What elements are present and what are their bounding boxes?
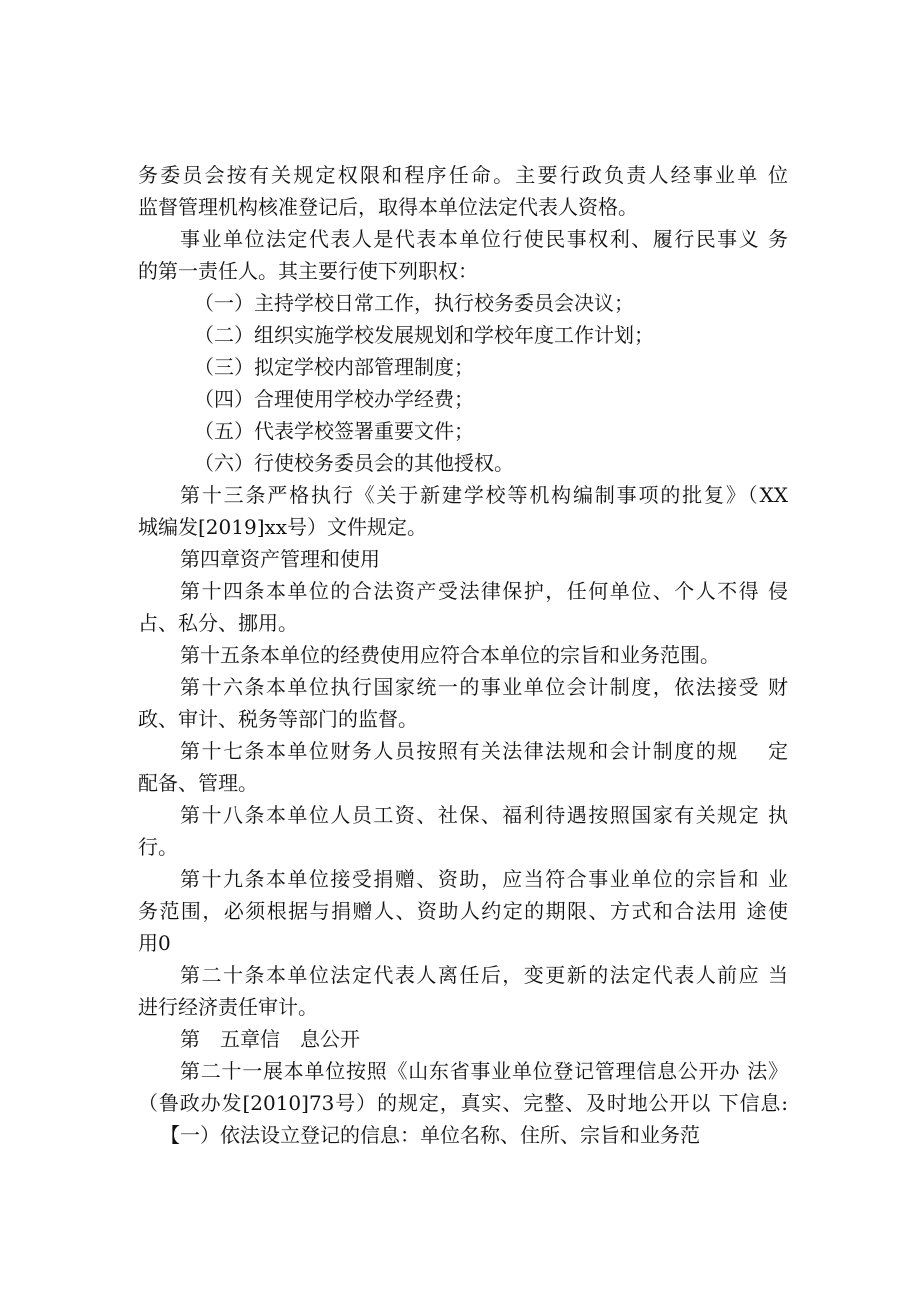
text-line: 第十三条严格执行《关于新建学校等机构编制事项的批复》（XX <box>180 483 788 507</box>
text-line: 进行经济责任审计。 <box>138 995 318 1019</box>
text-line: 事业单位法定代表人是代表本单位行使民事权利、履行民事义 务 <box>180 227 788 251</box>
text-line: 第十四条本单位的合法资产受法律保护，任何单位、个人不得 侵 <box>180 579 788 603</box>
list-item: （五）代表学校签署重要文件； <box>194 419 474 443</box>
text-line: 占、私分、挪用。 <box>138 611 298 635</box>
list-item: （六）行使校务委员会的其他授权。 <box>194 451 514 475</box>
text-line: 第十七条本单位财务人员按照有关法律法规和会计制度的规 定 <box>180 739 788 763</box>
text-line: 第二十条本单位法定代表人离任后，变更新的法定代表人前应 当 <box>180 963 788 987</box>
text-line: 城编发[2019]xx号）文件规定。 <box>138 515 428 539</box>
text-line: 第十六条本单位执行国家统一的事业单位会计制度，依法接受 财 <box>180 675 788 699</box>
text-line: 第十五条本单位的经费使用应符合本单位的宗旨和业务范围。 <box>180 643 720 667</box>
text-line: 第十八条本单位人员工资、社保、福利待遇按照国家有关规定 执 <box>180 803 788 827</box>
list-item: （三）拟定学校内部管理制度； <box>194 355 474 379</box>
chapter-heading: 第四章资产管理和使用 <box>180 547 380 571</box>
text-line: 用0 <box>138 931 171 955</box>
text-line: 务委员会按有关规定权限和程序任命。主要行政负责人经事业单 位 <box>138 163 788 187</box>
list-item: （四）合理使用学校办学经费； <box>194 387 474 411</box>
text-line: 监督管理机构核准登记后，取得本单位法定代表人资格。 <box>138 195 638 219</box>
text-line: 第十九条本单位接受捐赠、资助，应当符合事业单位的宗旨和 业 <box>180 867 788 891</box>
text-line: （鲁政办发[2010]73号）的规定，真实、完整、及时地公开以 下信息: <box>138 1091 788 1115</box>
list-item: （一）主持学校日常工作，执行校务委员会决议； <box>194 291 634 315</box>
text-line: 政、审计、税务等部门的监督。 <box>138 707 418 731</box>
text-line: 第二十一展本单位按照《山东省事业单位登记管理信息公开办 法》 <box>180 1059 788 1083</box>
text-line: 行。 <box>138 835 178 859</box>
chapter-heading: 第 五章信 息公开 <box>180 1027 360 1051</box>
list-item: 【一）依法设立登记的信息：单位名称、住所、宗旨和业务范 <box>160 1123 700 1147</box>
list-item: （二）组织实施学校发展规划和学校年度工作计划； <box>194 323 654 347</box>
text-line: 的第一责任人。其主要行使下列职权： <box>138 259 478 283</box>
text-line: 务范围，必须根据与捐赠人、资助人约定的期限、方式和合法用 途使 <box>138 899 788 923</box>
text-line: 配备、管理。 <box>138 771 258 795</box>
